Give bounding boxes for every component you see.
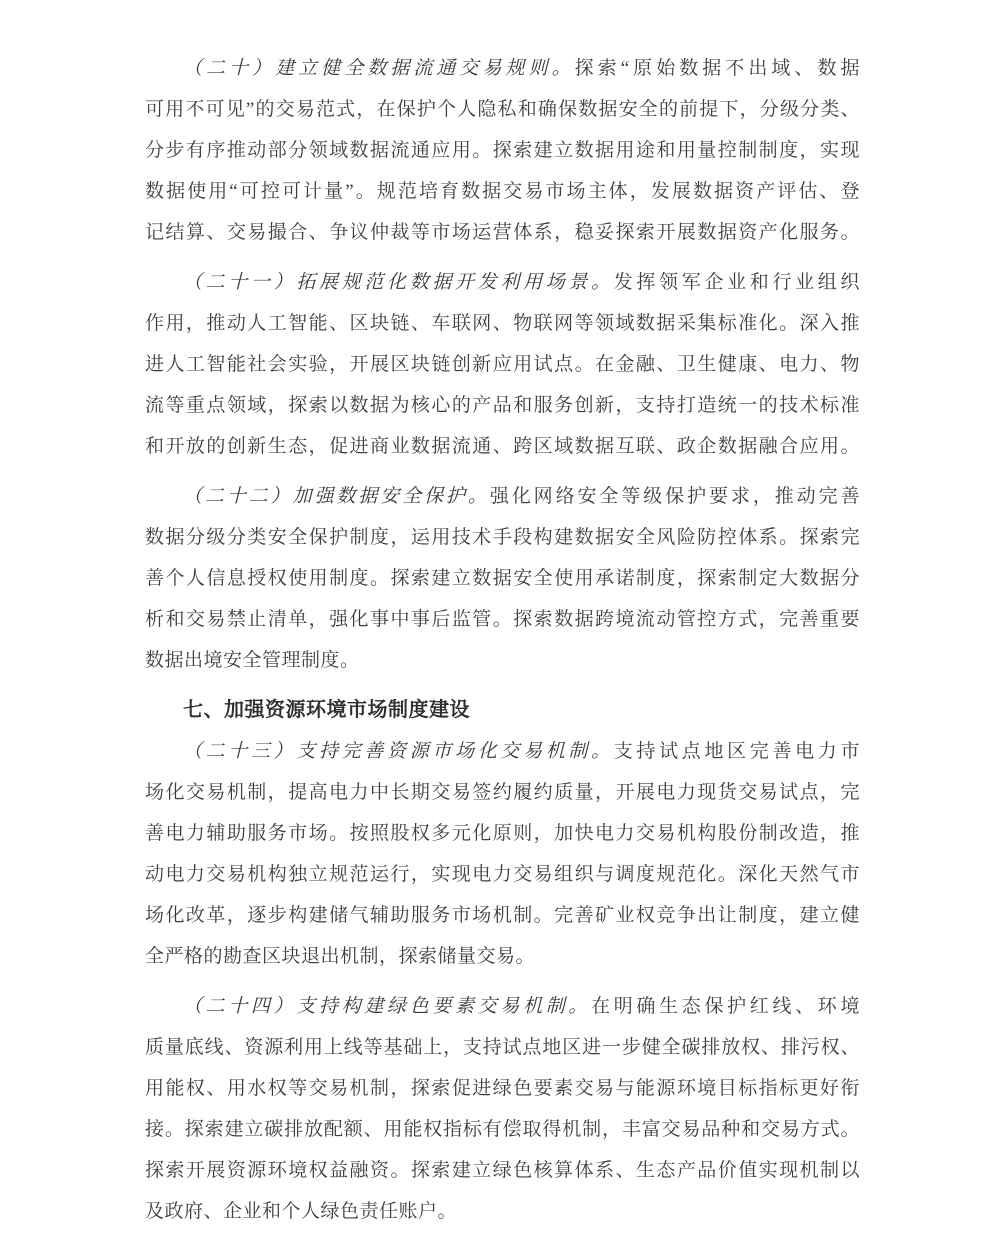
text-line: 动电力交易机构独立规范运行，实现电力交易组织与调度规范化。深化天然气市 bbox=[145, 864, 860, 885]
text-line: 可用不可见”的交易范式，在保护个人隐私和确保数据安全的前提下，分级分类、 bbox=[145, 99, 860, 120]
clause-title: （二十一）拓展规范化数据开发利用场景。 bbox=[183, 272, 614, 293]
text-line: 数据分级分类安全保护制度，运用技术手段构建数据安全风险防控体系。探索完 bbox=[145, 527, 860, 548]
text-line: 流等重点领域，探索以数据为核心的产品和服务创新，支持打造统一的技术标准 bbox=[145, 395, 860, 416]
text-line: 场化交易机制，提高电力中长期交易签约履约质量，开展电力现货交易试点，完 bbox=[145, 782, 860, 803]
text-line: 进人工智能社会实验，开展区块链创新应用试点。在金融、卫生健康、电力、物 bbox=[145, 354, 860, 375]
text-line: 分步有序推动部分领域数据流通应用。探索建立数据用途和用量控制制度，实现 bbox=[145, 140, 860, 161]
clause-paragraph bbox=[145, 262, 860, 467]
text-line: 数据出境安全管理制度。 bbox=[145, 650, 360, 671]
clause-title: （二十四）支持构建绿色要素交易机制。 bbox=[183, 996, 592, 1017]
clause-title: （二十三）支持完善资源市场化交易机制。 bbox=[183, 741, 614, 762]
text-line: 及政府、企业和个人绿色责任账户。 bbox=[145, 1201, 458, 1222]
text-line: （二十二）加强数据安全保护。强化网络安全等级保护要求，推动完善 bbox=[183, 486, 860, 507]
clause-paragraph bbox=[145, 986, 860, 1232]
text-line: 接。探索建立碳排放配额、用能权指标有偿取得机制，丰富交易品种和交易方式。 bbox=[145, 1119, 860, 1140]
text-line: 数据使用“可控可计量”。规范培育数据交易市场主体，发展数据资产评估、登 bbox=[145, 181, 860, 202]
text-line: 探索开展资源环境权益融资。探索建立绿色核算体系、生态产品价值实现机制以 bbox=[145, 1160, 860, 1181]
text-line: 善电力辅助服务市场。按照股权多元化原则，加快电力交易机构股份制改造，推 bbox=[145, 823, 860, 844]
text-line: 作用，推动人工智能、区块链、车联网、物联网等领域数据采集标准化。深入推 bbox=[145, 313, 860, 334]
clause-paragraph bbox=[145, 731, 860, 977]
text-line: （二十）建立健全数据流通交易规则。探索“原始数据不出域、数据 bbox=[183, 58, 860, 79]
clause-title: （二十二）加强数据安全保护。 bbox=[183, 486, 490, 507]
text-line: 析和交易禁止清单，强化事中事后监管。探索数据跨境流动管控方式，完善重要 bbox=[145, 609, 860, 630]
clause-paragraph bbox=[145, 48, 860, 253]
clause-paragraph bbox=[145, 476, 860, 681]
document-body bbox=[145, 48, 860, 1232]
clause-title: （二十）建立健全数据流通交易规则。 bbox=[183, 58, 575, 79]
text-line: （二十一）拓展规范化数据开发利用场景。发挥领军企业和行业组织 bbox=[183, 272, 860, 293]
text-line: 和开放的创新生态，促进商业数据流通、跨区域数据互联、政企数据融合应用。 bbox=[145, 436, 860, 457]
section-heading: 七、加强资源环境市场制度建设 bbox=[183, 699, 470, 721]
text-line: 场化改革，逐步构建储气辅助服务市场机制。完善矿业权竞争出让制度，建立健 bbox=[145, 905, 860, 926]
text-line: 用能权、用水权等交易机制，探索促进绿色要素交易与能源环境目标指标更好衔 bbox=[145, 1078, 860, 1099]
text-line: 质量底线、资源利用上线等基础上，支持试点地区进一步健全碳排放权、排污权、 bbox=[145, 1037, 860, 1058]
text-line: 记结算、交易撮合、争议仲裁等市场运营体系，稳妥探索开展数据资产化服务。 bbox=[145, 222, 860, 243]
text-line: （二十四）支持构建绿色要素交易机制。在明确生态保护红线、环境 bbox=[183, 996, 860, 1017]
text-line: 全严格的勘查区块退出机制，探索储量交易。 bbox=[145, 946, 536, 967]
text-line: 善个人信息授权使用制度。探索建立数据安全使用承诺制度，探索制定大数据分 bbox=[145, 568, 860, 589]
text-line: （二十三）支持完善资源市场化交易机制。支持试点地区完善电力市 bbox=[183, 741, 860, 762]
